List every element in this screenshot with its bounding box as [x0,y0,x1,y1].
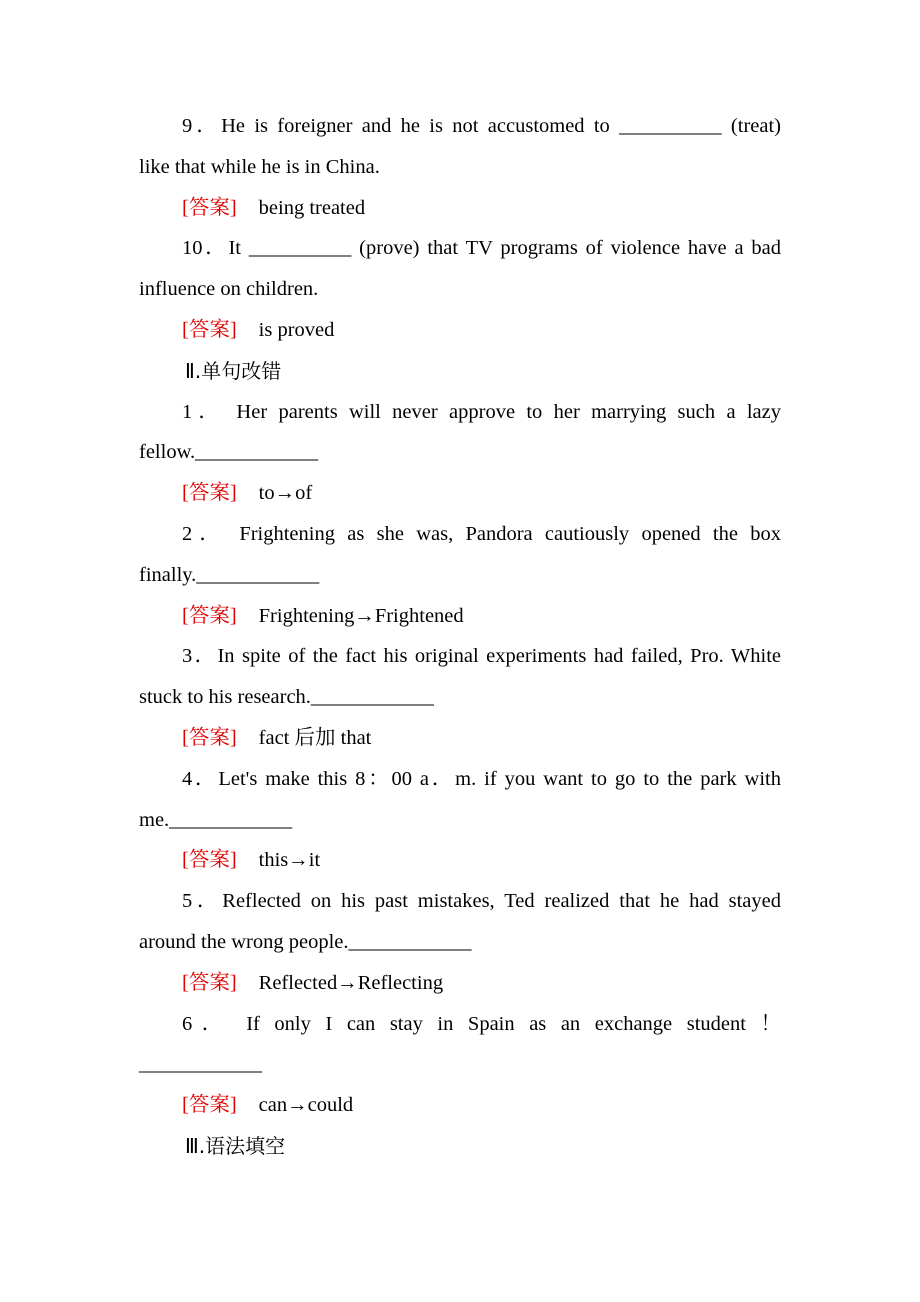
question-line: 4．Let's make this 8：00 a．m. if you want to go to the park with [182,767,781,790]
answer-line [139,310,781,351]
question-line: 3．In spite of the fact his original experiments had failed, Pro. White [182,645,781,668]
question-line: 5．Reflected on his past mistakes, Ted realized that he had stayed [182,890,781,913]
question-continuation: around the wrong people.____________ [139,930,472,953]
question-continuation: fellow.____________ [139,441,319,464]
question-continuation: like that while he is in China. [139,155,380,178]
question-continuation: stuck to his research.____________ [139,686,434,709]
answer-label: [答案] [182,482,237,505]
answer-text: Reflected→Reflecting [258,971,444,994]
answer-text: is proved [258,318,335,341]
document-page [139,106,781,1167]
answer-line [139,963,781,1004]
answer-line [139,718,781,759]
section-heading: Ⅲ.语法填空 [185,1133,286,1158]
answer-label: [答案] [182,726,237,749]
question-line: 10．It __________ (prove) that TV programs of violence have a bad [182,237,781,260]
question-line: 9．He is foreigner and he is not accustomed to __________ (treat) [182,115,781,137]
answer-text: Frightening→Frightened [258,604,464,627]
answer-text: can→could [258,1094,354,1117]
section-heading: Ⅱ.单句改错 [185,358,282,383]
answer-label: [答案] [182,196,237,219]
answer-line [139,473,781,514]
question-continuation: influence on children. [139,278,319,301]
answer-label: [答案] [182,849,237,872]
answer-label: [答案] [182,1094,237,1117]
answer-label: [答案] [182,604,237,627]
answer-line [139,596,781,637]
question-line: 1． Her parents will never approve to her marrying such a lazy [182,400,781,423]
answer-text: this→it [258,849,321,872]
question-line: 2． Frightening as she was, Pandora cautiously opened the box [182,522,781,545]
question-continuation: finally.____________ [139,563,320,586]
question-continuation: me.____________ [139,808,293,831]
question-continuation: ____________ [139,1053,262,1076]
answer-text: fact 后加 that [258,726,372,749]
answer-line [139,1085,781,1126]
answer-text: to→of [258,482,313,505]
question-line: 6． If only I can stay in Spain as an exchange student ！ [182,1012,781,1035]
answer-label: [答案] [182,318,237,341]
answer-text: being treated [258,196,366,219]
answer-line [139,188,781,229]
answer-line [139,840,781,881]
answer-label: [答案] [182,971,237,994]
